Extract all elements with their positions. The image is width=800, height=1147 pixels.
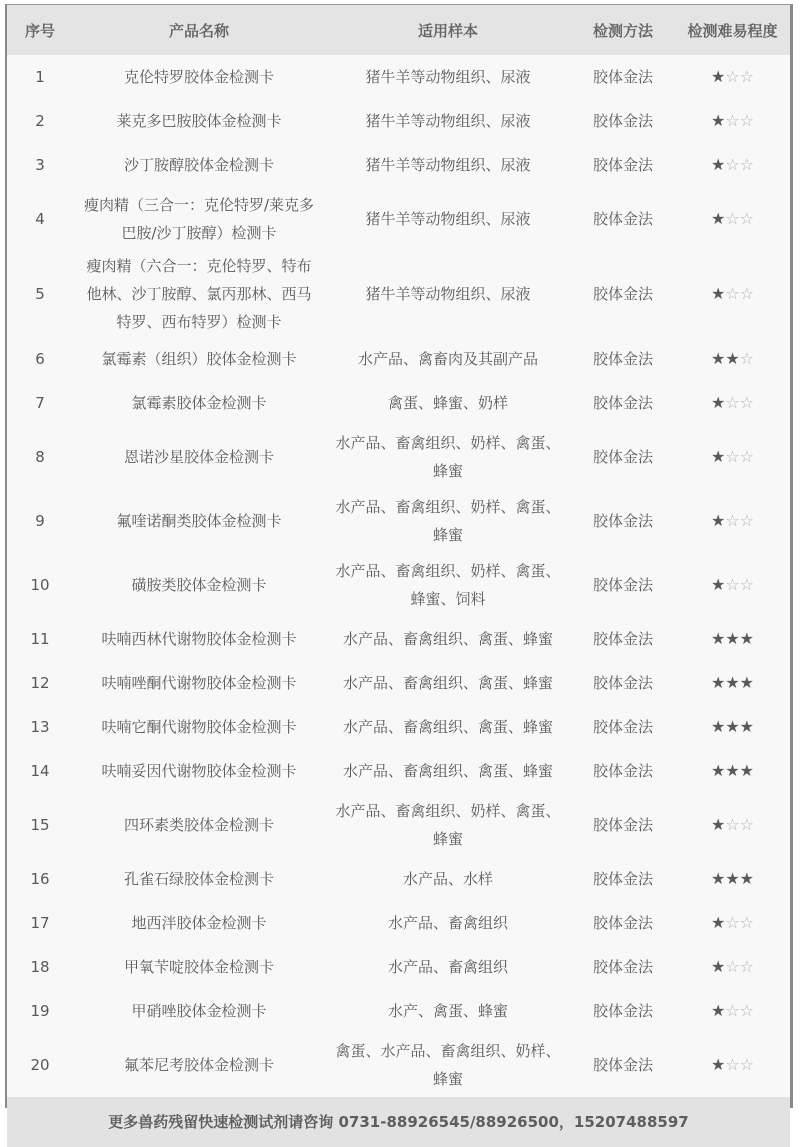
cell-product: 磺胺类胶体金检测卡 [131, 576, 267, 594]
cell-sample: 水产品、畜禽组织、奶样、禽蛋、蜂蜜 [335, 434, 561, 480]
cell-product: 甲氧苄啶胶体金检测卡 [123, 958, 274, 976]
cell-method: 胶体金法 [592, 958, 653, 976]
cell-sample: 水产品、畜禽组织、奶样、禽蛋、蜂蜜 [335, 498, 561, 544]
cell-product: 氟喹诺酮类胶体金检测卡 [116, 512, 282, 530]
cell-difficulty [675, 143, 790, 187]
cell-difficulty [675, 187, 790, 251]
cell-difficulty [675, 251, 790, 337]
cell-product: 莱克多巴胺胶体金检测卡 [116, 112, 282, 130]
header-difficulty: 检测难易程度 [687, 21, 778, 40]
cell-method: 胶体金法 [592, 914, 653, 932]
star-filled-icon: ★ [710, 815, 726, 834]
cell-difficulty [675, 99, 790, 143]
cell-sample: 猪牛羊等动物组织、尿液 [365, 285, 531, 303]
star-filled-icon: ★ [710, 393, 726, 412]
cell-sample: 水产品、畜禽组织、禽蛋、蜂蜜 [342, 630, 553, 648]
star-empty-icon: ☆☆ [725, 209, 755, 228]
cell-index: 8 [35, 448, 45, 466]
cell-index: 9 [35, 512, 45, 530]
cell-method: 胶体金法 [592, 762, 653, 780]
table-row [7, 901, 790, 945]
cell-product: 瘦肉精（三合一：克伦特罗/莱克多巴胺/沙丁胺醇）检测卡 [83, 196, 315, 242]
cell-sample: 水产品、禽畜肉及其副产品 [357, 350, 538, 368]
cell-index: 3 [35, 156, 45, 174]
cell-index: 18 [30, 958, 50, 976]
cell-product: 氯霉素胶体金检测卡 [131, 394, 267, 412]
cell-method: 胶体金法 [592, 1056, 653, 1074]
header-row [7, 5, 790, 55]
table-row [7, 337, 790, 381]
table-row [7, 749, 790, 793]
star-empty-icon: ☆☆ [725, 913, 755, 932]
table-row [7, 793, 790, 857]
star-filled-icon: ★★ [710, 349, 740, 368]
cell-sample: 猪牛羊等动物组织、尿液 [365, 112, 531, 130]
cell-difficulty [675, 989, 790, 1033]
star-empty-icon: ☆☆ [725, 511, 755, 530]
cell-product: 瘦肉精（六合一：克伦特罗、特布他林、沙丁胺醇、氯丙那林、西马特罗、西布特罗）检测卡 [86, 257, 312, 331]
header-index: 序号 [24, 21, 55, 40]
table-row [7, 661, 790, 705]
header-method: 检测方法 [592, 21, 653, 40]
table-row [7, 187, 790, 251]
cell-product: 呋喃它酮代谢物胶体金检测卡 [101, 718, 297, 736]
cell-index: 2 [35, 112, 45, 130]
cell-method: 胶体金法 [592, 816, 653, 834]
table-row [7, 425, 790, 489]
star-empty-icon: ☆ [739, 349, 755, 368]
cell-difficulty [675, 337, 790, 381]
cell-sample: 水产品、畜禽组织、禽蛋、蜂蜜 [342, 762, 553, 780]
table-row [7, 99, 790, 143]
cell-method: 胶体金法 [592, 512, 653, 530]
cell-sample: 水产品、畜禽组织、奶样、禽蛋、蜂蜜 [335, 802, 561, 848]
cell-sample: 水产品、畜禽组织 [387, 958, 508, 976]
cell-sample: 禽蛋、水产品、畜禽组织、奶样、蜂蜜 [335, 1042, 561, 1088]
table-row [7, 143, 790, 187]
cell-method: 胶体金法 [592, 870, 653, 888]
cell-sample: 水产品、畜禽组织、禽蛋、蜂蜜 [342, 674, 553, 692]
cell-method: 胶体金法 [592, 718, 653, 736]
cell-index: 14 [30, 762, 50, 780]
table-row [7, 553, 790, 617]
cell-sample: 水产品、畜禽组织、禽蛋、蜂蜜 [342, 718, 553, 736]
cell-index: 17 [30, 914, 50, 932]
product-table [7, 5, 790, 1147]
cell-product: 沙丁胺醇胶体金检测卡 [123, 156, 274, 174]
cell-difficulty [675, 1033, 790, 1097]
cell-product: 四环素类胶体金检测卡 [123, 816, 274, 834]
cell-difficulty [675, 705, 790, 749]
header-product: 产品名称 [168, 21, 229, 40]
cell-index: 13 [30, 718, 50, 736]
star-empty-icon: ☆☆ [725, 155, 755, 174]
star-filled-icon: ★ [710, 511, 726, 530]
star-empty-icon: ☆☆ [725, 1001, 755, 1020]
cell-sample: 水产品、畜禽组织 [387, 914, 508, 932]
cell-product: 恩诺沙星胶体金检测卡 [123, 448, 274, 466]
star-empty-icon: ☆☆ [725, 1055, 755, 1074]
cell-product: 呋喃妥因代谢物胶体金检测卡 [101, 762, 297, 780]
star-empty-icon: ☆☆ [725, 111, 755, 130]
cell-sample: 禽蛋、蜂蜜、奶样 [387, 394, 508, 412]
star-filled-icon: ★ [710, 913, 726, 932]
star-filled-icon: ★★★ [710, 629, 755, 648]
cell-difficulty [675, 381, 790, 425]
cell-index: 7 [35, 394, 45, 412]
star-filled-icon: ★ [710, 575, 726, 594]
cell-difficulty [675, 793, 790, 857]
star-empty-icon: ☆☆ [725, 575, 755, 594]
table-row [7, 55, 790, 99]
cell-difficulty [675, 901, 790, 945]
cell-sample: 猪牛羊等动物组织、尿液 [365, 68, 531, 86]
cell-product: 地西泮胶体金检测卡 [131, 914, 267, 932]
cell-method: 胶体金法 [592, 68, 653, 86]
cell-index: 6 [35, 350, 45, 368]
cell-sample: 水产品、水样 [402, 870, 493, 888]
cell-difficulty [675, 617, 790, 661]
cell-index: 12 [30, 674, 50, 692]
table-row [7, 857, 790, 901]
cell-difficulty [675, 489, 790, 553]
star-filled-icon: ★ [710, 447, 726, 466]
cell-index: 20 [30, 1056, 50, 1074]
cell-difficulty [675, 553, 790, 617]
cell-product: 甲硝唑胶体金检测卡 [131, 1002, 267, 1020]
cell-difficulty [675, 55, 790, 99]
cell-method: 胶体金法 [592, 112, 653, 130]
contact-info: 更多兽药残留快速检测试剂请咨询 0731-88926545/88926500，15207488597 [108, 1113, 689, 1131]
cell-sample: 猪牛羊等动物组织、尿液 [365, 210, 531, 228]
cell-index: 11 [30, 630, 50, 648]
cell-index: 5 [35, 285, 45, 303]
star-filled-icon: ★★★ [710, 869, 755, 888]
cell-product: 呋喃西林代谢物胶体金检测卡 [101, 630, 297, 648]
star-filled-icon: ★ [710, 155, 726, 174]
cell-index: 4 [35, 210, 45, 228]
cell-method: 胶体金法 [592, 394, 653, 412]
table-row [7, 617, 790, 661]
cell-product: 氯霉素（组织）胶体金检测卡 [101, 350, 297, 368]
star-empty-icon: ☆☆ [725, 815, 755, 834]
star-empty-icon: ☆☆ [725, 284, 755, 303]
star-filled-icon: ★ [710, 111, 726, 130]
cell-sample: 水产、禽蛋、蜂蜜 [387, 1002, 508, 1020]
star-empty-icon: ☆☆ [725, 957, 755, 976]
star-empty-icon: ☆☆ [725, 67, 755, 86]
table-row [7, 989, 790, 1033]
star-filled-icon: ★ [710, 1055, 726, 1074]
cell-product: 呋喃唑酮代谢物胶体金检测卡 [101, 674, 297, 692]
cell-method: 胶体金法 [592, 210, 653, 228]
cell-difficulty [675, 749, 790, 793]
cell-index: 19 [30, 1002, 50, 1020]
cell-method: 胶体金法 [592, 350, 653, 368]
cell-index: 1 [35, 68, 45, 86]
table-footer [7, 1097, 790, 1147]
cell-difficulty [675, 945, 790, 989]
star-empty-icon: ☆☆ [725, 393, 755, 412]
cell-method: 胶体金法 [592, 674, 653, 692]
table-row [7, 1033, 790, 1097]
table-row [7, 251, 790, 337]
cell-method: 胶体金法 [592, 576, 653, 594]
star-filled-icon: ★ [710, 957, 726, 976]
star-filled-icon: ★ [710, 284, 726, 303]
table-body [7, 55, 790, 1097]
cell-product: 氟苯尼考胶体金检测卡 [123, 1056, 274, 1074]
cell-sample: 水产品、畜禽组织、奶样、禽蛋、蜂蜜、饲料 [335, 562, 561, 608]
table-header [7, 5, 790, 55]
star-filled-icon: ★ [710, 67, 726, 86]
star-filled-icon: ★★★ [710, 717, 755, 736]
star-filled-icon: ★★★ [710, 761, 755, 780]
cell-difficulty [675, 661, 790, 705]
star-empty-icon: ☆☆ [725, 447, 755, 466]
cell-method: 胶体金法 [592, 285, 653, 303]
cell-method: 胶体金法 [592, 630, 653, 648]
star-filled-icon: ★ [710, 1001, 726, 1020]
cell-product: 克伦特罗胶体金检测卡 [123, 68, 274, 86]
cell-difficulty [675, 857, 790, 901]
star-filled-icon: ★★★ [710, 673, 755, 692]
cell-method: 胶体金法 [592, 156, 653, 174]
product-table-frame [5, 4, 793, 1131]
cell-index: 16 [30, 870, 50, 888]
header-sample: 适用样本 [417, 21, 478, 40]
cell-index: 10 [30, 576, 50, 594]
table-row [7, 945, 790, 989]
star-filled-icon: ★ [710, 209, 726, 228]
footer-row [7, 1097, 790, 1147]
cell-product: 孔雀石绿胶体金检测卡 [123, 870, 274, 888]
cell-index: 15 [30, 816, 50, 834]
cell-method: 胶体金法 [592, 1002, 653, 1020]
table-row [7, 489, 790, 553]
cell-sample: 猪牛羊等动物组织、尿液 [365, 156, 531, 174]
cell-difficulty [675, 425, 790, 489]
table-row [7, 705, 790, 749]
table-row [7, 381, 790, 425]
cell-method: 胶体金法 [592, 448, 653, 466]
